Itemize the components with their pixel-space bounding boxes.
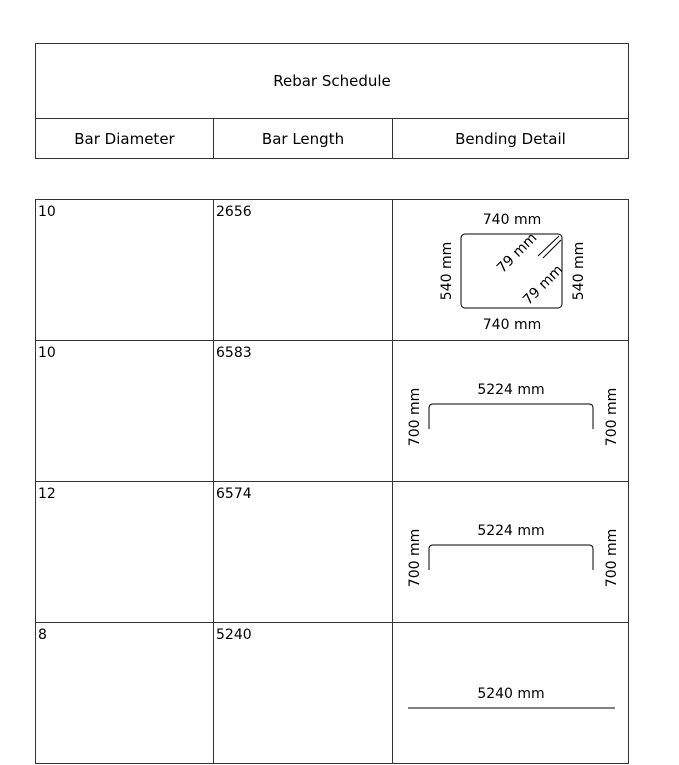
bending-detail-cell xyxy=(392,340,629,482)
dimension-top: 740 mm xyxy=(482,212,542,228)
bar-diameter-value: 10 xyxy=(38,204,56,220)
dimension-right: 700 mm xyxy=(604,528,620,588)
dimension-right: 700 mm xyxy=(604,387,620,447)
table-row-diameter xyxy=(35,199,214,341)
dimension-left: 540 mm xyxy=(439,241,455,301)
column-header-bar-diameter: Bar Diameter xyxy=(35,118,214,159)
bending-detail-cell xyxy=(392,622,629,764)
table-row-length xyxy=(213,199,393,341)
table-row-diameter xyxy=(35,481,214,623)
table-row-length xyxy=(213,481,393,623)
bar-diameter-value: 12 xyxy=(38,486,56,502)
bending-detail-u-bar xyxy=(393,341,630,483)
table-row-diameter xyxy=(35,622,214,764)
bar-length-value: 2656 xyxy=(216,204,252,220)
table-row-length xyxy=(213,622,393,764)
bending-detail-u-bar xyxy=(393,482,630,624)
column-header-bar-length: Bar Length xyxy=(213,118,393,159)
schedule-title: Rebar Schedule xyxy=(35,43,629,119)
table-row-diameter xyxy=(35,340,214,482)
bending-detail-cell xyxy=(392,199,629,341)
dimension-top: 5224 mm xyxy=(477,523,545,539)
bar-length-value: 6574 xyxy=(216,486,252,502)
dimension-top: 5240 mm xyxy=(477,686,545,702)
dimension-bottom: 740 mm xyxy=(482,317,542,333)
column-header-bending-detail: Bending Detail xyxy=(392,118,629,159)
u-bar-outline xyxy=(429,545,593,570)
dimension-top: 5224 mm xyxy=(477,382,545,398)
u-bar-outline xyxy=(429,404,593,429)
bending-detail-closed-stirrup xyxy=(393,200,630,342)
bar-length-value: 6583 xyxy=(216,345,252,361)
dimension-hook-2: 79 mm xyxy=(519,261,567,309)
dimension-hook-1: 79 mm xyxy=(493,229,541,277)
bar-length-value: 5240 xyxy=(216,627,252,643)
dimension-left: 700 mm xyxy=(407,387,423,447)
bending-detail-cell xyxy=(392,481,629,623)
bending-detail-straight xyxy=(393,623,630,765)
bar-diameter-value: 10 xyxy=(38,345,56,361)
bar-diameter-value: 8 xyxy=(38,627,47,643)
table-row-length xyxy=(213,340,393,482)
dimension-right: 540 mm xyxy=(571,241,587,301)
dimension-left: 700 mm xyxy=(407,528,423,588)
